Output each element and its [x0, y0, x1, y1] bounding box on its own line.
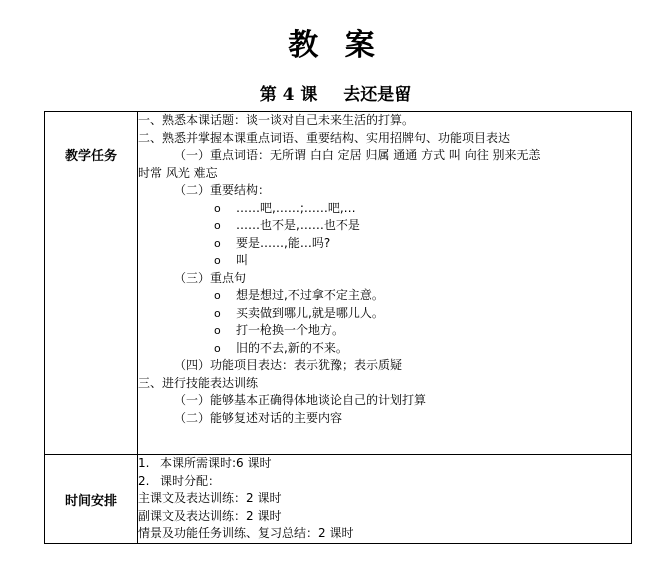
allocation-item: 情景及功能任务训练、复习总结：2 课时	[138, 526, 354, 540]
lesson-heading	[0, 80, 671, 105]
time-item: 1. 本课所需课时:6 课时	[138, 456, 272, 470]
document-title: 教 案	[288, 28, 383, 63]
sentences-heading: （三）重点句	[174, 270, 247, 285]
lesson-number: 第 4 课	[259, 85, 318, 105]
sentence-item: o 旧的不去,新的不来。	[138, 340, 631, 358]
sentence-item: o 买卖做到哪儿,就是哪儿人。	[138, 305, 631, 323]
training-item: （一）能够基本正确得体地谈论自己的计划打算	[174, 393, 427, 407]
time-item: 2. 课时分配：	[138, 473, 221, 488]
structure-item: o ……也不是,……也不是	[138, 217, 631, 235]
lesson-plan-table	[44, 111, 632, 544]
teaching-tasks-content	[138, 112, 632, 455]
teaching-tasks-label: 教学任务	[64, 149, 117, 164]
time-arrangement-content	[138, 455, 632, 544]
task-line-2: 二、熟悉并掌握本课重点词语、重要结构、实用招牌句、功能项目表达	[138, 130, 511, 145]
training-heading: 三、进行技能表达训练	[138, 375, 259, 390]
allocation-item: 主课文及表达训练：2 课时	[138, 491, 282, 505]
teaching-tasks-row	[45, 112, 632, 455]
sentence-item: o 打一枪换一个地方。	[138, 322, 631, 340]
vocab-line: （一）重点词语：无所谓 白白 定居 归属 通通 方式 叫 向往 别来无恙	[174, 148, 541, 162]
lesson-name: 去还是留	[343, 85, 412, 105]
teaching-tasks-label-cell	[45, 112, 138, 455]
allocation-item: 副课文及表达训练：2 课时	[138, 508, 282, 523]
structure-item: o ……吧,……;……吧,…	[138, 200, 631, 218]
vocab-line-cont: 时常 风光 难忘	[138, 165, 218, 180]
structure-item: o 要是……,能…吗?	[138, 235, 631, 253]
structures-heading: （二）重要结构：	[174, 183, 271, 197]
task-line-1: 一、熟悉本课话题：谈一谈对自己未来生活的打算。	[138, 113, 415, 127]
training-item: （二）能够复述对话的主要内容	[174, 410, 343, 425]
structure-item: o 叫	[138, 252, 631, 270]
sentence-item: o 想是想过,不过拿不定主意。	[138, 287, 631, 305]
time-arrangement-row	[45, 455, 632, 544]
time-arrangement-label: 时间安排	[45, 455, 138, 544]
function-line: （四）功能项目表达：表示犹豫；表示质疑	[174, 358, 403, 372]
